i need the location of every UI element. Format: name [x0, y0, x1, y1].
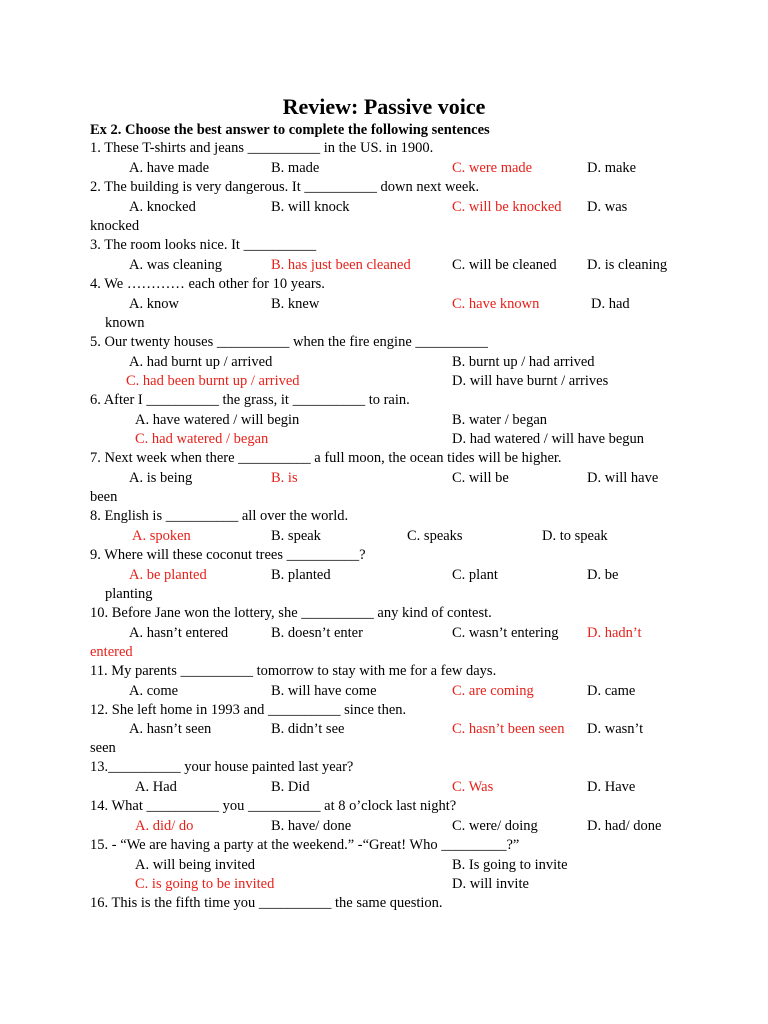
question-7: 7. Next week when there __________ a full moon, the ocean tides will be higher. [90, 450, 562, 466]
q1-option-d: D. make [587, 160, 637, 176]
question-4: 4. We ………… each other for 10 years. [90, 276, 325, 292]
q3-option-d: D. is cleaning [587, 257, 668, 273]
question-2: 2. The building is very dangerous. It __________ down next week. [90, 179, 480, 195]
question-11: 11. My parents __________ tomorrow to stay with me for a few days. [90, 663, 497, 679]
q8-option-c: C. speaks [407, 528, 463, 544]
question-3: 3. The room looks nice. It __________ [90, 237, 317, 253]
q5-option-a: A. had burnt up / arrived [129, 354, 273, 370]
q13-option-d: D. Have [587, 779, 636, 795]
q4-option-d-wrap: known [105, 315, 145, 331]
question-8: 8. English is __________ all over the world. [90, 508, 349, 524]
question-9: 9. Where will these coconut trees __________? [90, 547, 366, 563]
q12-option-c-correct: C. hasn’t been seen [452, 721, 565, 737]
q6-option-a: A. have watered / will begin [135, 412, 300, 428]
q14-option-d: D. had/ done [587, 818, 662, 834]
q6-option-b: B. water / began [452, 412, 548, 428]
q9-option-c: C. plant [452, 567, 498, 583]
question-5: 5. Our twenty houses __________ when the fire engine __________ [90, 334, 488, 350]
question-13: 13.__________ your house painted last year? [90, 759, 354, 775]
q11-option-a: A. come [129, 683, 179, 699]
q9-option-a-correct: A. be planted [129, 567, 207, 583]
q7-option-d: D. will have [587, 470, 659, 486]
q14-option-b: B. have/ done [271, 818, 352, 834]
q5-option-c-correct: C. had been burnt up / arrived [126, 373, 300, 389]
question-6: 6. After I __________ the grass, it __________ to rain. [90, 392, 410, 408]
q3-option-a: A. was cleaning [129, 257, 223, 273]
q11-option-b: B. will have come [271, 683, 377, 699]
q2-option-d-wrap: knocked [90, 218, 140, 234]
q4-option-a: A. know [129, 296, 179, 312]
q2-option-d: D. was [587, 199, 628, 215]
q15-option-b: B. Is going to invite [452, 857, 568, 873]
q15-option-c-correct: C. is going to be invited [135, 876, 275, 892]
page-title: Review: Passive voice [282, 94, 486, 119]
question-12: 12. She left home in 1993 and __________ since then. [90, 702, 407, 718]
q15-option-a: A. will being invited [135, 857, 256, 873]
q5-option-d: D. will have burnt / arrives [452, 373, 609, 389]
q6-option-c-correct: C. had watered / began [135, 431, 269, 447]
q12-option-d: D. wasn’t [587, 721, 644, 737]
question-14: 14. What __________ you __________ at 8 o’clock last night? [90, 798, 457, 814]
q12-option-d-wrap: seen [90, 740, 116, 756]
q7-option-a: A. is being [129, 470, 193, 486]
q10-option-b: B. doesn’t enter [271, 625, 363, 641]
q10-option-a: A. hasn’t entered [129, 625, 229, 641]
exercise-instruction: Ex 2. Choose the best answer to complete the following sentences [90, 122, 490, 138]
q13-option-b: B. Did [271, 779, 310, 795]
q2-option-b: B. will knock [271, 199, 350, 215]
q5-option-b: B. burnt up / had arrived [452, 354, 595, 370]
q7-option-b-correct: B. is [271, 470, 298, 486]
q9-option-b: B. planted [271, 567, 331, 583]
question-16: 16. This is the fifth time you __________ the same question. [90, 895, 443, 911]
q11-option-c-correct: C. are coming [452, 683, 534, 699]
q8-option-b: B. speak [271, 528, 321, 544]
question-1: 1. These T-shirts and jeans __________ in the US. in 1900. [90, 140, 434, 156]
q3-option-c: C. will be cleaned [452, 257, 557, 273]
q10-option-d-wrap: entered [90, 644, 133, 660]
q9-option-d: D. be [587, 567, 619, 583]
q9-option-d-wrap: planting [105, 586, 153, 602]
q6-option-d: D. had watered / will have begun [452, 431, 645, 447]
question-10: 10. Before Jane won the lottery, she __________ any kind of contest. [90, 605, 492, 621]
q8-option-a-correct: A. spoken [132, 528, 191, 544]
q7-option-c: C. will be [452, 470, 509, 486]
q3-option-b-correct: B. has just been cleaned [271, 257, 411, 273]
q2-option-c-correct: C. will be knocked [452, 199, 562, 215]
q8-option-d: D. to speak [542, 528, 608, 544]
q4-option-c-correct: C. have known [452, 296, 540, 312]
q7-option-d-wrap: been [90, 489, 118, 505]
q14-option-a-correct: A. did/ do [135, 818, 194, 834]
q14-option-c: C. were/ doing [452, 818, 538, 834]
q15-option-d: D. will invite [452, 876, 529, 892]
q13-option-a: A. Had [135, 779, 177, 795]
q4-option-d: D. had [591, 296, 630, 312]
q11-option-d: D. came [587, 683, 636, 699]
q1-option-a: A. have made [129, 160, 210, 176]
q4-option-b: B. knew [271, 296, 320, 312]
q13-option-c-correct: C. Was [452, 779, 494, 795]
q12-option-a: A. hasn’t seen [129, 721, 212, 737]
q12-option-b: B. didn’t see [271, 721, 345, 737]
q1-option-c-correct: C. were made [452, 160, 533, 176]
q10-option-c: C. wasn’t entering [452, 625, 559, 641]
q1-option-b: B. made [271, 160, 320, 176]
question-15: 15. - “We are having a party at the weekend.” -“Great! Who _________?” [90, 837, 520, 853]
q2-option-a: A. knocked [129, 199, 196, 215]
q10-option-d-correct: D. hadn’t [587, 625, 642, 641]
